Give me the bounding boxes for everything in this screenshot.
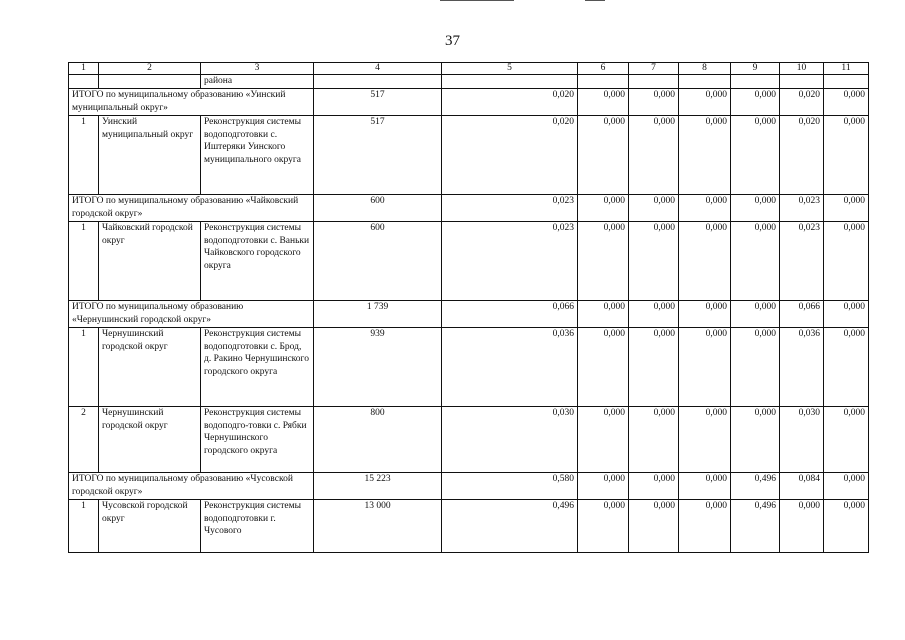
object-description: района xyxy=(201,75,314,89)
value-cell: 0,000 xyxy=(629,473,679,500)
empty-cell xyxy=(629,75,679,89)
empty-cell xyxy=(314,75,442,89)
value-cell: 0,000 xyxy=(679,222,731,301)
value-cell: 0,000 xyxy=(824,301,869,328)
col-header: 7 xyxy=(629,63,679,75)
value-cell: 0,000 xyxy=(731,116,780,195)
value-cell: 0,000 xyxy=(578,407,629,473)
value-cell: 600 xyxy=(314,222,442,301)
value-cell: 0,036 xyxy=(780,328,824,407)
municipal-total-row xyxy=(69,473,869,500)
value-cell: 0,000 xyxy=(824,328,869,407)
municipal-total-row xyxy=(69,195,869,222)
value-cell: 0,580 xyxy=(442,473,578,500)
col-header: 11 xyxy=(824,63,869,75)
col-header: 10 xyxy=(780,63,824,75)
value-cell: 0,000 xyxy=(629,116,679,195)
row-number: 1 xyxy=(69,222,99,301)
value-cell: 0,020 xyxy=(442,89,578,116)
municipality-name: Чусовской городской округ xyxy=(99,500,201,553)
value-cell: 0,000 xyxy=(578,473,629,500)
municipality-name: Чернушинский городской округ xyxy=(99,328,201,407)
value-cell: 0,000 xyxy=(731,89,780,116)
value-cell: 0,000 xyxy=(824,473,869,500)
empty-cell xyxy=(69,75,99,89)
total-label: ИТОГО по муниципальному образованию «Уинский муниципальный округ» xyxy=(69,89,314,116)
empty-cell xyxy=(824,75,869,89)
column-number-row xyxy=(69,63,869,75)
value-cell: 0,000 xyxy=(578,328,629,407)
col-header: 9 xyxy=(731,63,780,75)
col-header: 5 xyxy=(442,63,578,75)
value-cell: 800 xyxy=(314,407,442,473)
project-row xyxy=(69,222,869,301)
value-cell: 0,084 xyxy=(780,473,824,500)
value-cell: 0,036 xyxy=(442,328,578,407)
municipality-name: Чайковский городской округ xyxy=(99,222,201,301)
project-row xyxy=(69,116,869,195)
value-cell: 0,000 xyxy=(824,407,869,473)
value-cell: 0,000 xyxy=(731,407,780,473)
project-row xyxy=(69,500,869,553)
row-number: 1 xyxy=(69,328,99,407)
value-cell: 13 000 xyxy=(314,500,442,553)
row-number: 2 xyxy=(69,407,99,473)
value-cell: 0,000 xyxy=(731,195,780,222)
value-cell: 0,000 xyxy=(679,407,731,473)
empty-cell xyxy=(731,75,780,89)
value-cell: 0,020 xyxy=(442,116,578,195)
top-scan-mark-right xyxy=(585,0,605,1)
value-cell: 0,000 xyxy=(578,222,629,301)
object-description: Реконструкция системы водоподготовки с. Иштеряки Уинского муниципального округа xyxy=(201,116,314,195)
empty-cell xyxy=(99,75,201,89)
value-cell: 0,496 xyxy=(731,500,780,553)
value-cell: 0,000 xyxy=(578,116,629,195)
object-description: Реконструкция системы водоподготовки г. Чусового xyxy=(201,500,314,553)
value-cell: 517 xyxy=(314,116,442,195)
top-scan-mark-left xyxy=(440,0,514,1)
value-cell: 0,000 xyxy=(679,116,731,195)
col-header: 3 xyxy=(201,63,314,75)
col-header: 1 xyxy=(69,63,99,75)
value-cell: 0,020 xyxy=(780,116,824,195)
value-cell: 0,023 xyxy=(442,222,578,301)
value-cell: 1 739 xyxy=(314,301,442,328)
object-description: Реконструкция системы водоподготовки с. Брод, д. Ракино Чернушинского городского округа xyxy=(201,328,314,407)
investment-table xyxy=(68,62,869,553)
page-number: 37 xyxy=(445,33,460,49)
municipality-name: Чернушинский городской округ xyxy=(99,407,201,473)
col-header: 2 xyxy=(99,63,201,75)
value-cell: 0,496 xyxy=(731,473,780,500)
value-cell: 0,000 xyxy=(731,222,780,301)
value-cell: 0,000 xyxy=(679,500,731,553)
value-cell: 0,000 xyxy=(629,500,679,553)
project-row xyxy=(69,407,869,473)
empty-cell xyxy=(679,75,731,89)
municipal-total-row xyxy=(69,89,869,116)
total-label: ИТОГО по муниципальному образованию «Чернушинский городской округ» xyxy=(69,301,314,328)
value-cell: 0,000 xyxy=(578,500,629,553)
value-cell: 0,066 xyxy=(442,301,578,328)
col-header: 8 xyxy=(679,63,731,75)
value-cell: 0,496 xyxy=(442,500,578,553)
value-cell: 0,000 xyxy=(629,301,679,328)
value-cell: 0,000 xyxy=(629,328,679,407)
value-cell: 0,000 xyxy=(780,500,824,553)
row-number: 1 xyxy=(69,116,99,195)
value-cell: 0,000 xyxy=(679,89,731,116)
value-cell: 939 xyxy=(314,328,442,407)
value-cell: 0,000 xyxy=(824,222,869,301)
municipal-total-row xyxy=(69,301,869,328)
value-cell: 0,000 xyxy=(679,301,731,328)
value-cell: 0,000 xyxy=(629,407,679,473)
value-cell: 0,066 xyxy=(780,301,824,328)
value-cell: 0,000 xyxy=(578,195,629,222)
value-cell: 0,000 xyxy=(824,116,869,195)
value-cell: 0,020 xyxy=(780,89,824,116)
value-cell: 0,000 xyxy=(679,473,731,500)
value-cell: 600 xyxy=(314,195,442,222)
value-cell: 0,000 xyxy=(824,195,869,222)
value-cell: 0,030 xyxy=(780,407,824,473)
value-cell: 0,023 xyxy=(442,195,578,222)
value-cell: 0,023 xyxy=(780,195,824,222)
municipality-name: Уинский муниципальный округ xyxy=(99,116,201,195)
value-cell: 0,000 xyxy=(629,222,679,301)
value-cell: 0,030 xyxy=(442,407,578,473)
value-cell: 0,000 xyxy=(731,328,780,407)
col-header: 4 xyxy=(314,63,442,75)
value-cell: 0,023 xyxy=(780,222,824,301)
continuation-row xyxy=(69,75,869,89)
value-cell: 0,000 xyxy=(629,195,679,222)
value-cell: 15 223 xyxy=(314,473,442,500)
object-description: Реконструкция системы водоподго-товки с. Рябки Чернушинского городского округа xyxy=(201,407,314,473)
empty-cell xyxy=(578,75,629,89)
object-description: Реконструкция системы водоподготовки с. Ваньки Чайковского городского округа xyxy=(201,222,314,301)
total-label: ИТОГО по муниципальному образованию «Чусовской городской округ» xyxy=(69,473,314,500)
value-cell: 0,000 xyxy=(731,301,780,328)
value-cell: 0,000 xyxy=(578,89,629,116)
row-number: 1 xyxy=(69,500,99,553)
total-label: ИТОГО по муниципальному образованию «Чайковский городской округ» xyxy=(69,195,314,222)
value-cell: 0,000 xyxy=(629,89,679,116)
empty-cell xyxy=(780,75,824,89)
value-cell: 0,000 xyxy=(679,328,731,407)
value-cell: 0,000 xyxy=(679,195,731,222)
value-cell: 0,000 xyxy=(824,500,869,553)
empty-cell xyxy=(442,75,578,89)
col-header: 6 xyxy=(578,63,629,75)
value-cell: 517 xyxy=(314,89,442,116)
value-cell: 0,000 xyxy=(578,301,629,328)
value-cell: 0,000 xyxy=(824,89,869,116)
project-row xyxy=(69,328,869,407)
